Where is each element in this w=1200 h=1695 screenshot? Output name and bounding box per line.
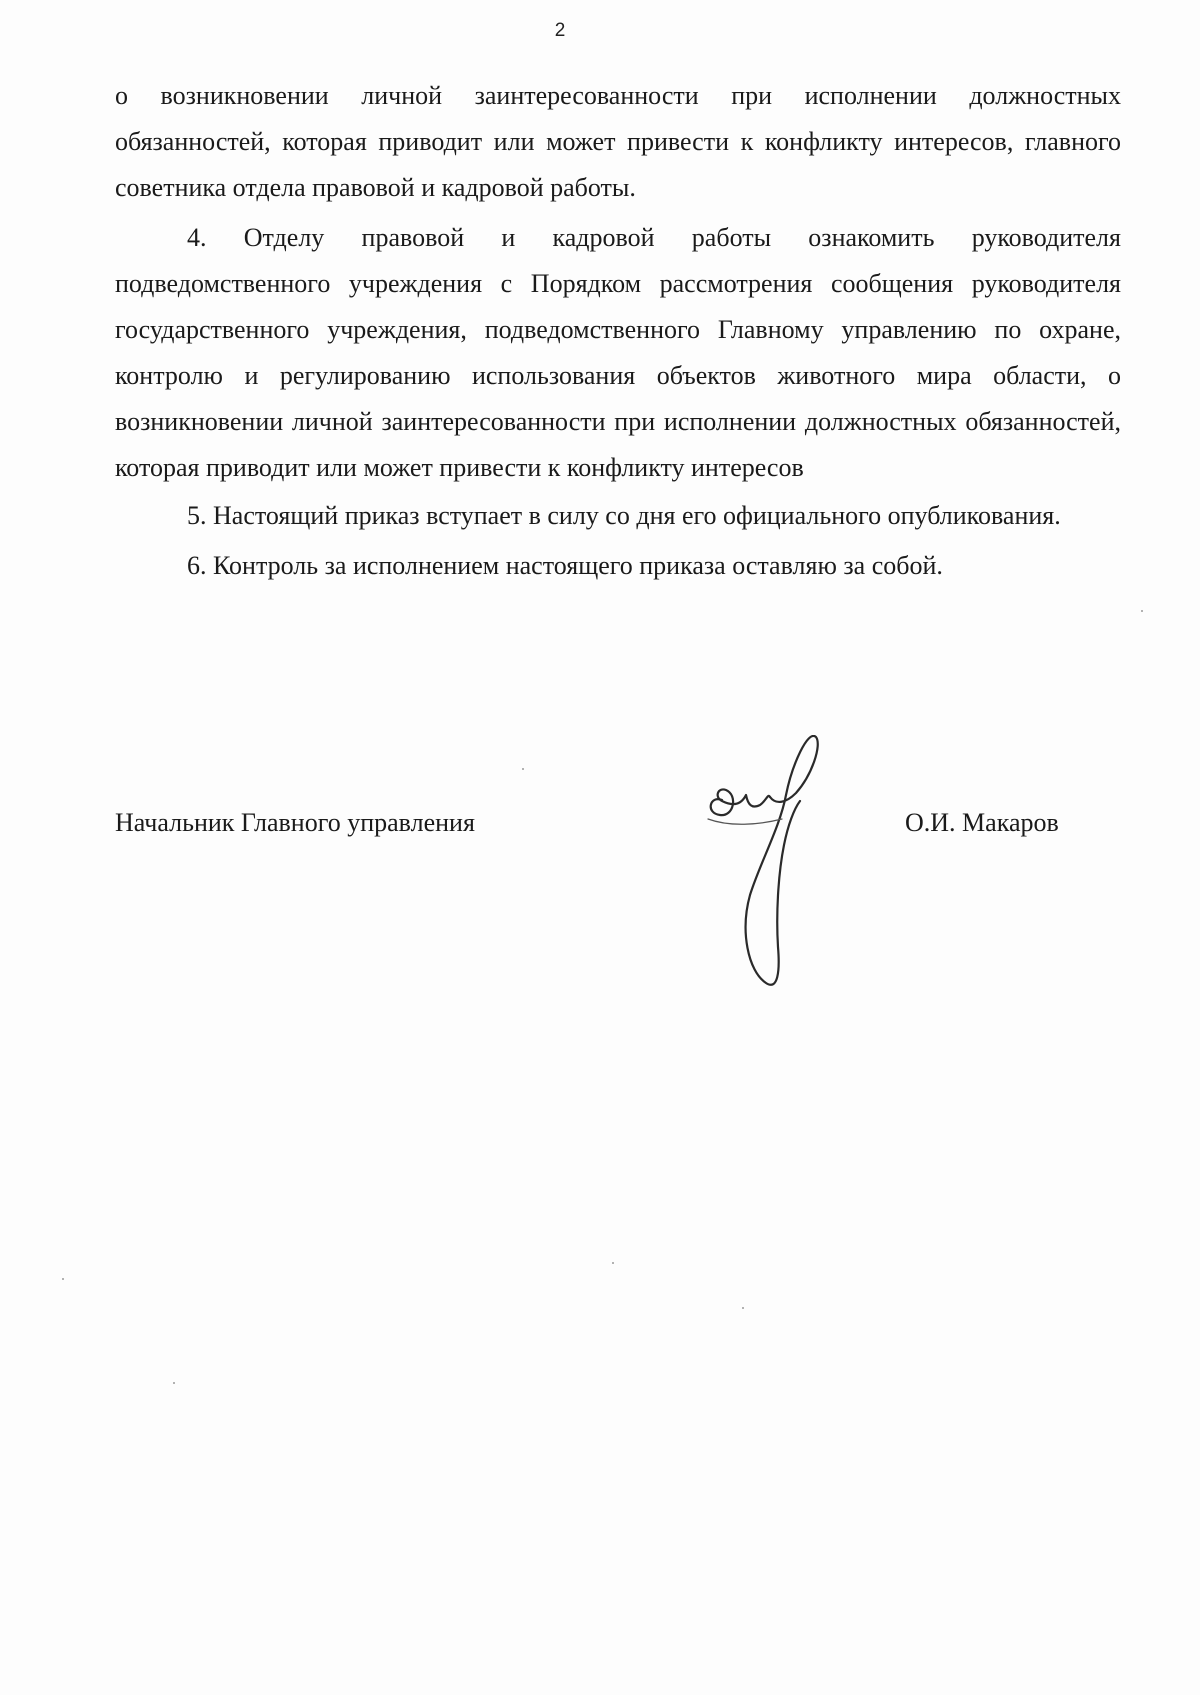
paragraph-item-6: 6. Контроль за исполнением настоящего приказа оставляю за собой. [187,551,943,580]
scan-speck [522,768,524,770]
paragraph-item-5: 5. Настоящий приказ вступает в силу со дня его официального опубликования. [187,501,1061,530]
signer-name: О.И. Макаров [905,808,1059,837]
page-number: 2 [554,20,566,41]
document-body [115,73,1121,593]
signer-position: Начальник Главного управления [115,808,475,837]
scan-speck [612,1262,614,1264]
paragraph-continuation: о возникновении личной заинтересованности при исполнении должностных обязанностей, которая приводит или может привести к конфликту интересов, главного советника отдела правовой и кадровой работы. [115,81,1121,202]
scan-speck [173,1382,175,1384]
paragraph-item-4: 4. Отделу правовой и кадровой работы ознакомить руководителя подведомственного учреждения с Порядком рассмотрения сообщения руководителя государственного учреждения, подведомственного Главному управлению по охране, контролю и регулированию использования объектов животного мира области, о возникновении личной заинтересованности при исполнении должностных обязанностей, которая приводит или может привести к конфликту интересов [115,223,1121,482]
scan-speck [1141,610,1143,612]
scan-speck [62,1278,64,1280]
scan-speck [742,1307,744,1309]
signature-icon [700,735,880,995]
